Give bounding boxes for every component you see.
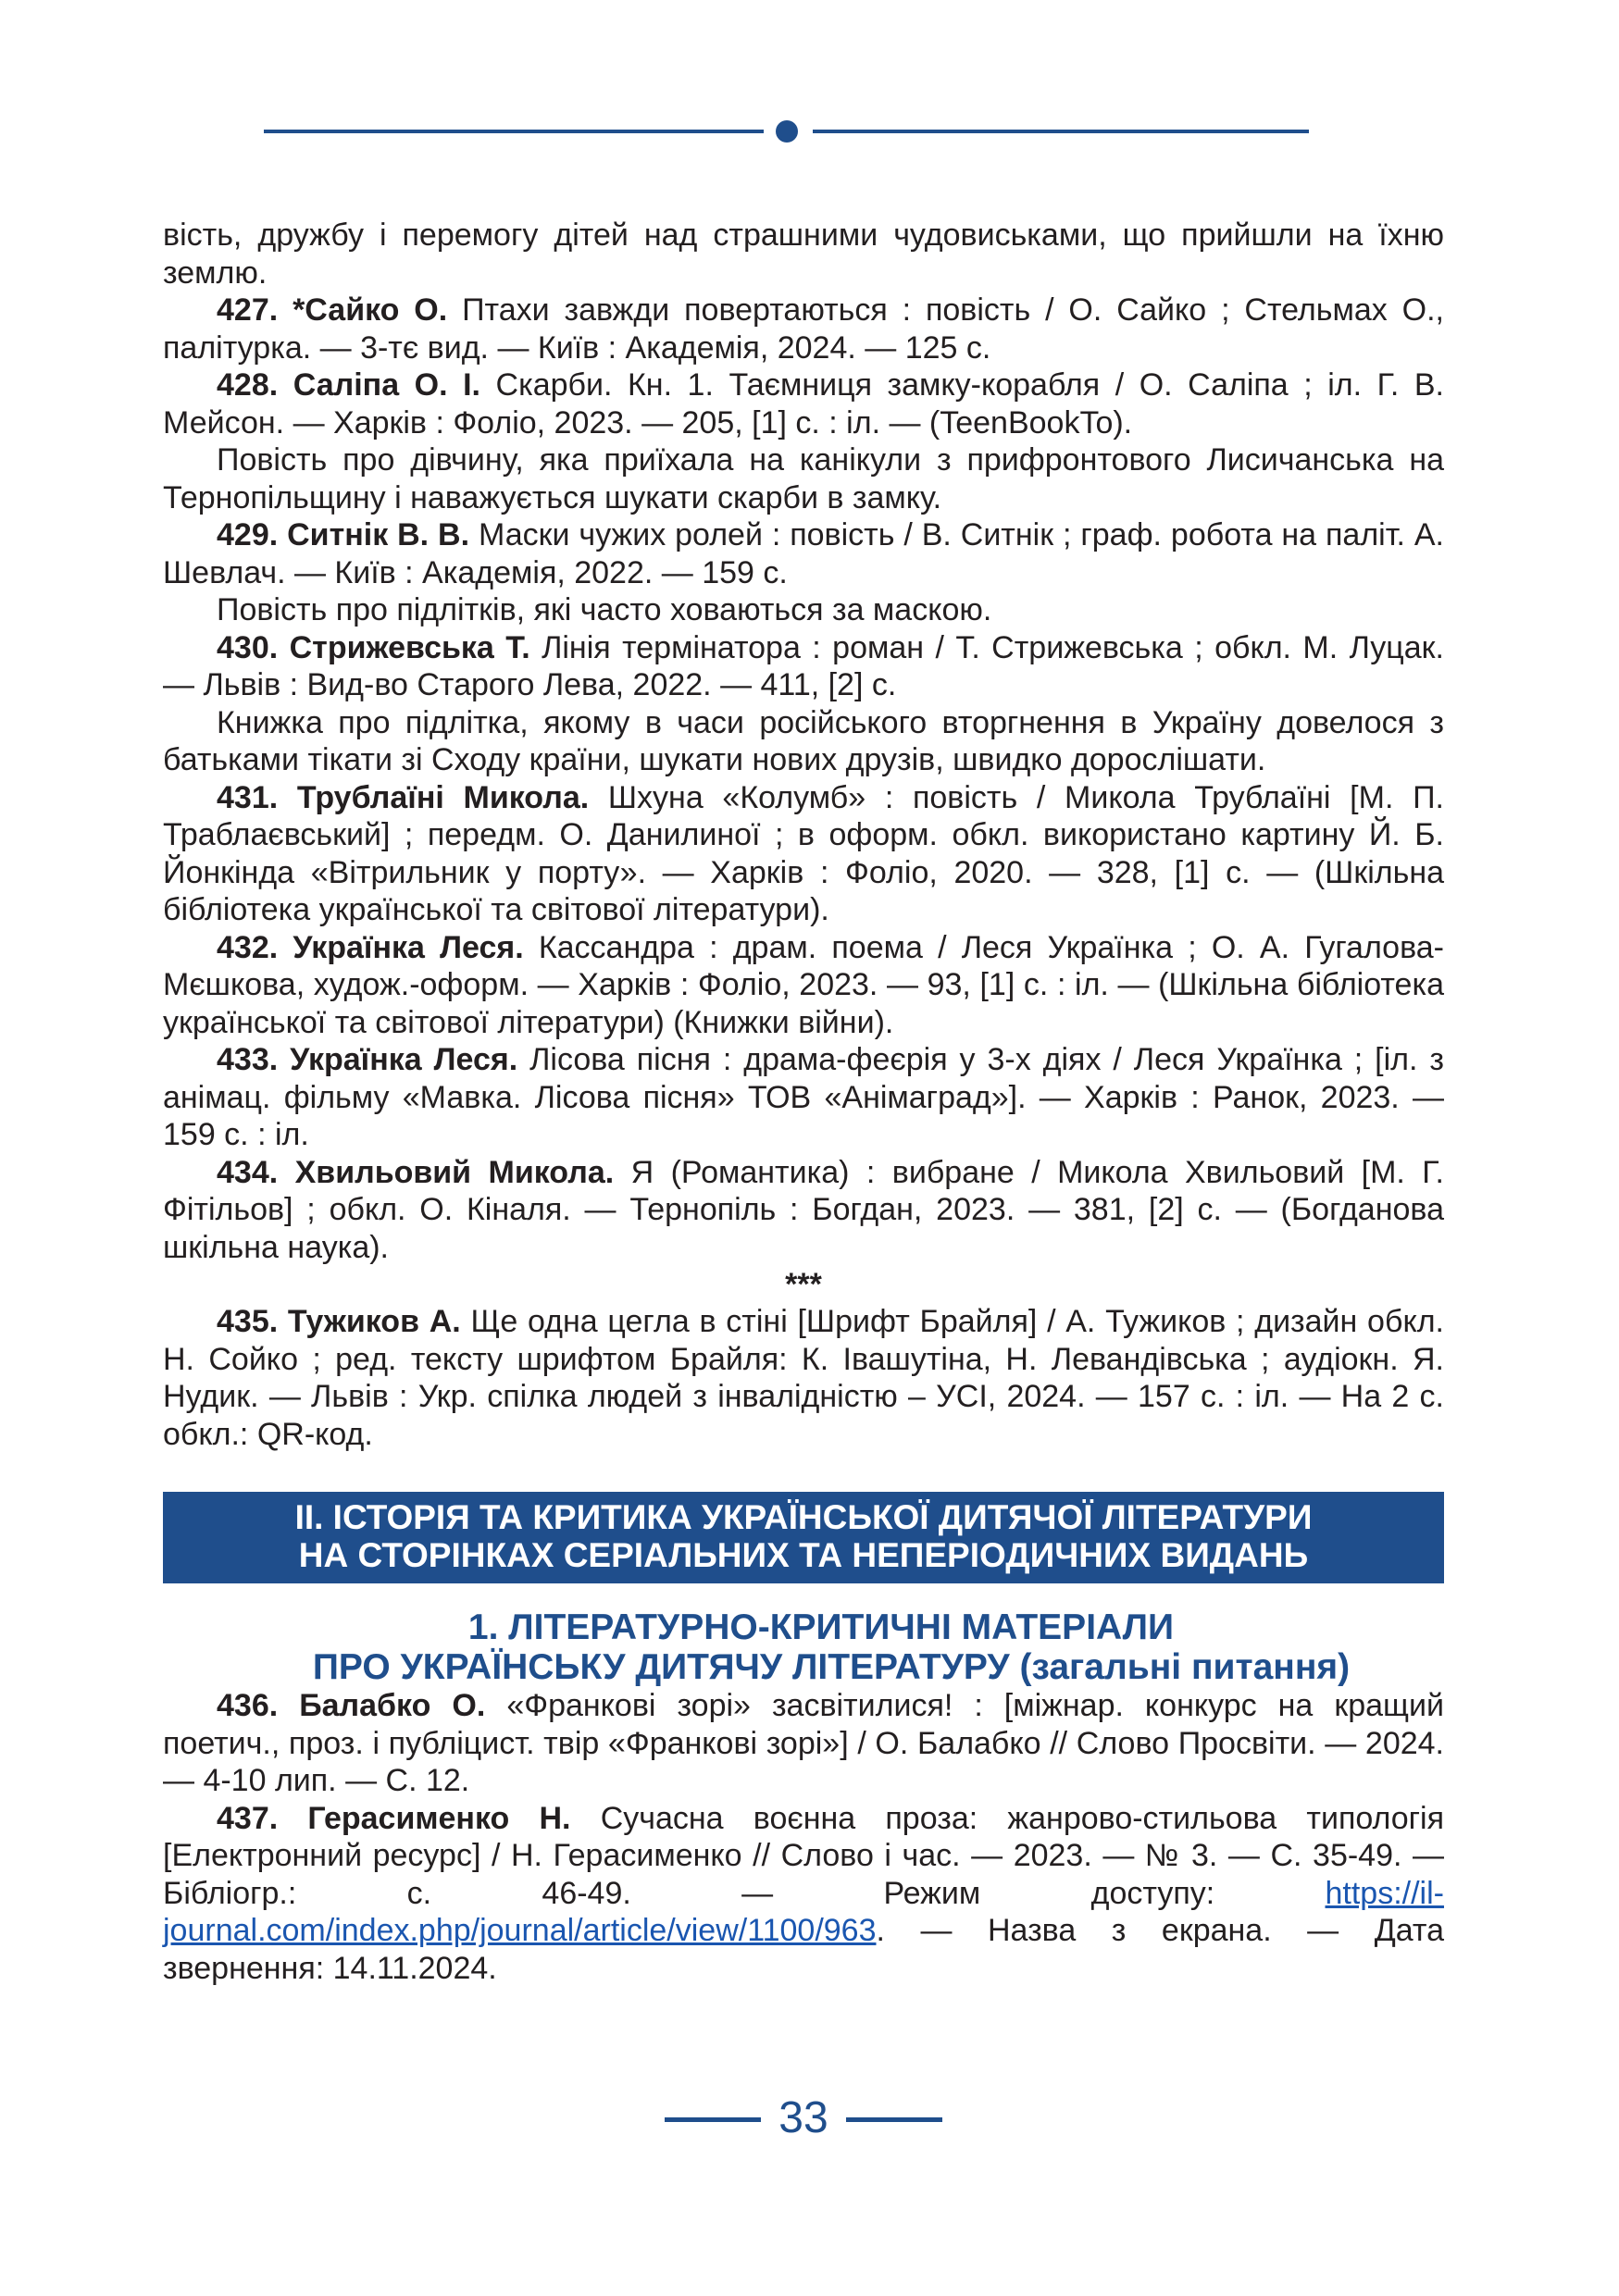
entry-429 (163, 516, 1444, 591)
entry-author: Тужиков А. (287, 1304, 461, 1339)
section-title-line1: ІІ. ІСТОРІЯ ТА КРИТИКА УКРАЇНСЬКОЇ ДИТЯЧОЇ ЛІТЕРАТУРИ (294, 1498, 1313, 1536)
entry-text: «Франкові зорі» засвітилися! : [міжнар. конкурс на кращий поетич., проз. і публіцист. твір «Франкові зорі»] / О. Балабко // Слово Просвіти. — 2024. — 4-10 лип. — С. 12. (163, 1688, 1445, 1798)
entry-author: Балабко О. (299, 1688, 486, 1723)
entry-author: Трублаїні Микола. (296, 779, 590, 815)
entry-text: Шхуна «Колумб» : повість / Микола Трублаїні [М. П. Траблаєвський] ; передм. О. Данилиної ; в оформ. обкл. використано картину Й. Б. Йонкінда «Вітрильник у порту». — Харків : Фоліо, 2020. — 328, [1] с. — (Шкільна бібліотека української та світової літератури). (163, 779, 1444, 927)
entry-text: Ще одна цегла в стіні [Шрифт Брайля] / А. Тужиков ; дизайн обкл. Н. Сойко ; ред. тексту шрифтом Брайля: К. Івашутіна, Н. Левандівська ; аудіокн. Я. Нудик. — Львів : Укр. спілка людей з інвалідністю – УСІ, 2024. — 157 с. : іл. — На 2 с. обкл.: QR-код. (163, 1304, 1444, 1452)
entry-author: Саліпа О. І. (293, 367, 480, 403)
entry-427 (163, 292, 1444, 366)
separator-stars: *** (785, 1267, 822, 1302)
entry-number: 433. (217, 1042, 279, 1077)
entry-431 (163, 779, 1444, 929)
entry-434 (163, 1154, 1444, 1267)
entry-annotation: Книжка про підлітка, якому в часи російського вторгнення в Україну довелося з батьками тікати зі Сходу країни, шукати нових друзів, швидко дорослішати. (163, 704, 1444, 777)
entry-number: 428. (217, 367, 279, 403)
subsection-title-line1: 1. ЛІТЕРАТУРНО-КРИТИЧНІ МАТЕРІАЛИ (467, 1607, 1175, 1647)
entry-text: Птахи завжди повертаються : повість / О. Сайко ; Стельмах О., палітурка. — 3-тє вид. — Київ : Академія, 2024. — 125 с. (163, 292, 1444, 366)
subsection-title-line2: ПРО УКРАЇНСЬКУ ДИТЯЧУ ЛІТЕРАТУРУ (загальні питання) (312, 1647, 1351, 1687)
entry-author: Українка Леся. (293, 929, 524, 965)
page-content (163, 217, 1444, 1987)
entry-text: Лісова пісня : драма-феєрія у 3-х діях / Леся Українка ; [іл. з анімац. фільму «Мавка. Лісова пісня» ТОВ «Анімаград»]. — Харків : Ранок, 2023. — 159 с. : іл. (163, 1042, 1444, 1152)
entry-text: Кассандра : драм. поема / Леся Українка ; О. А. Гугалова-Мєшкова, худож.-оформ. — Харків : Фоліо, 2023. — 93, [1] с. : іл. — (Шкільна бібліотека української та світової літератури) (Книжки війни). (163, 929, 1444, 1040)
footer-rule-right (846, 2117, 942, 2122)
entry-435 (163, 1303, 1444, 1453)
entry-author: Українка Леся. (290, 1042, 518, 1077)
entry-annotation: Повість про дівчину, яка приїхала на канікули з прифронтового Лисичанська на Тернопільщину і наважується шукати скарби в замку. (163, 442, 1444, 515)
entry-number: 436. (217, 1688, 279, 1723)
entry-number: 430. (217, 629, 279, 665)
entry-text: Скарби. Кн. 1. Таємниця замку-корабля / О. Саліпа ; іл. Г. В. Мейсон. — Харків : Фоліо, 2023. — 205, [1] с. : іл. — (TeenBookTo). (163, 367, 1444, 441)
entry-430 (163, 629, 1444, 704)
entry-number: 435. (217, 1304, 279, 1339)
entry-428 (163, 366, 1444, 441)
section-title-line2: НА СТОРІНКАХ СЕРІАЛЬНИХ ТА НЕПЕРІОДИЧНИХ ВИДАНЬ (298, 1536, 1309, 1574)
entry-author: Герасименко Н. (307, 1800, 571, 1836)
entry-437 (163, 1800, 1444, 1988)
header-dot (776, 120, 798, 143)
entry-432 (163, 929, 1444, 1042)
entry-author: Хвильовий Микола. (294, 1154, 615, 1190)
entry-author: Стрижевська Т. (289, 629, 530, 665)
entry-433 (163, 1041, 1444, 1154)
entry-number: 429. (217, 517, 279, 552)
entry-number: 427. (217, 292, 279, 328)
header-rule-right (813, 130, 1309, 133)
entry-annotation: Повість про підлітків, які часто ховаються за маскою. (217, 592, 992, 627)
entry-number: 434. (217, 1154, 279, 1190)
page-number: 33 (778, 2093, 828, 2142)
entry-continuation: вість, дружбу і перемогу дітей над страшними чудовиськами, що прийшли на їхню землю. (163, 217, 1444, 291)
section-banner (163, 1492, 1444, 1583)
journal-link[interactable]: https://il-journal.com/index.php/journal/article/view/1100/963 (163, 1875, 1444, 1948)
entry-text: Сучасна воєнна проза: жанрово-стильова типологія [Електронний ресурс] / Н. Герасименко // Слово і час. — 2023. — № 3. — С. 35-49. — Бібліогр.: с. 46-49. — Режим доступу: (163, 1800, 1445, 1911)
entry-number: 437. (217, 1800, 279, 1836)
entry-number: 432. (217, 929, 279, 965)
entry-436 (163, 1687, 1444, 1800)
entry-author: *Сайко О. (293, 292, 448, 328)
entry-text: Маски чужих ролей : повість / В. Ситнік ; граф. робота на паліт. А. Шевлач. — Київ : Академія, 2022. — 159 с. (163, 517, 1445, 590)
entry-text: Лінія термінатора : роман / Т. Стрижевська ; обкл. М. Луцак. — Львів : Вид-во Старого Лева, 2022. — 411, [2] с. (163, 629, 1444, 702)
entry-text: Я (Романтика) : вибране / Микола Хвильовий [М. Г. Фітільов] ; обкл. О. Кіналя. — Тернопіль : Богдан, 2023. — 381, [2] с. — (Богданова шкільна наука). (163, 1154, 1445, 1265)
entry-text-after: . — Назва з екрана. — Дата звернення: 14.11.2024. (163, 1913, 1444, 1986)
header-rule-left (264, 130, 764, 133)
footer-rule-left (665, 2117, 761, 2122)
entry-number: 431. (217, 779, 279, 815)
entry-author: Ситнік В. В. (287, 517, 470, 552)
subsection-heading (163, 1607, 1444, 1687)
